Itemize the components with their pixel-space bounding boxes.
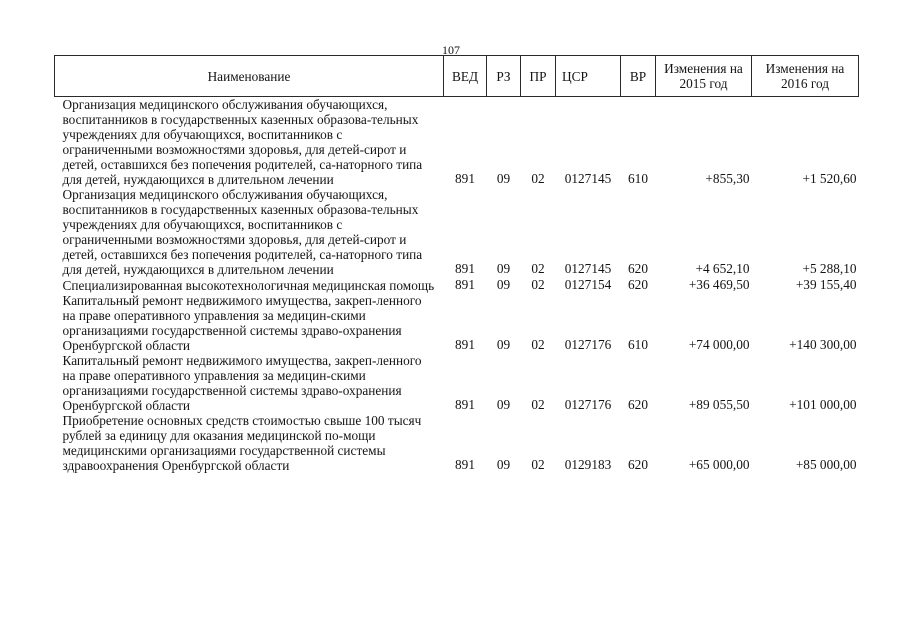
row-csr: 0127145 <box>564 261 612 276</box>
row-name: Капитальный ремонт недвижимого имущества, закреп-ленного на праве оперативного управления за медицин-скими организациями государственной системы здраво-охранения Оренбургской области <box>62 293 422 353</box>
row-csr: 0127145 <box>564 171 612 186</box>
row-pr: 02 <box>531 277 545 292</box>
row-change-2015: +36 469,50 <box>688 277 750 292</box>
row-change-2016: +85 000,00 <box>795 457 857 472</box>
row-ved: 891 <box>455 171 475 186</box>
row-ved: 891 <box>455 261 475 276</box>
row-ved: 891 <box>455 337 475 352</box>
row-change-2015: +89 055,50 <box>688 397 750 412</box>
row-csr: 0127176 <box>564 337 612 352</box>
row-vr: 610 <box>628 171 648 186</box>
table-row <box>55 413 859 473</box>
row-vr: 620 <box>628 457 648 472</box>
row-csr: 0129183 <box>564 457 612 472</box>
row-change-2015: +65 000,00 <box>688 457 750 472</box>
row-pr: 02 <box>531 337 545 352</box>
row-pr: 02 <box>531 457 545 472</box>
row-vr: 620 <box>628 261 648 276</box>
row-rz: 09 <box>496 457 511 472</box>
header-change-2015: Изменения на 2015 год <box>656 56 752 97</box>
row-change-2015: +4 652,10 <box>695 261 750 276</box>
row-pr: 02 <box>531 397 545 412</box>
row-vr: 620 <box>628 397 648 412</box>
row-change-2016: +39 155,40 <box>795 277 857 292</box>
row-change-2015: +74 000,00 <box>688 337 750 352</box>
header-ved: ВЕД <box>444 56 487 97</box>
table-row <box>55 97 859 188</box>
table-row <box>55 277 859 293</box>
row-change-2015: +855,30 <box>705 171 750 186</box>
header-change-2016: Изменения на 2016 год <box>752 56 859 97</box>
row-name: Капитальный ремонт недвижимого имущества, закреп-ленного на праве оперативного управления за медицин-скими организациями государственной системы здраво-охранения Оренбургской области <box>62 353 422 413</box>
row-name: Специализированная высокотехнологичная медицинская помощь <box>62 278 435 293</box>
header-name: Наименование <box>55 56 444 97</box>
header-vr: ВР <box>621 56 656 97</box>
row-change-2016: +1 520,60 <box>802 171 857 186</box>
table-row <box>55 353 859 413</box>
row-ved: 891 <box>455 277 475 292</box>
row-pr: 02 <box>531 261 545 276</box>
table-row <box>55 293 859 353</box>
row-csr: 0127154 <box>564 277 612 292</box>
row-name: Организация медицинского обслуживания обучающихся, воспитанников в государственных казенных образова-тельных учреждениях для обучающихся, воспитанников с ограниченными возможностями здоровья, для детей-сирот и детей, оставшихся без попечения родителей, са-наторного типа для детей, нуждающихся в длительном лечении <box>62 187 423 277</box>
row-rz: 09 <box>496 397 511 412</box>
row-name: Организация медицинского обслуживания обучающихся, воспитанников в государственных казенных образова-тельных учреждениях для обучающихся, воспитанников с ограниченными возможностями здоровья, для детей-сирот и детей, оставшихся без попечения родителей, са-наторного типа для детей, нуждающихся в длительном лечении <box>62 97 423 187</box>
row-vr: 610 <box>628 337 648 352</box>
row-ved: 891 <box>455 457 475 472</box>
budget-table <box>54 55 859 473</box>
row-name: Приобретение основных средств стоимостью свыше 100 тысяч рублей за единицу для оказания медицинской по-мощи медицинскими организациями государственной системы здравоохранения Оренбургской области <box>62 413 422 473</box>
header-pr: ПР <box>521 56 556 97</box>
row-ved: 891 <box>455 397 475 412</box>
row-vr: 620 <box>628 277 648 292</box>
header-rz: РЗ <box>487 56 521 97</box>
row-rz: 09 <box>496 277 511 292</box>
row-change-2016: +5 288,10 <box>802 261 857 276</box>
page-number: 107 <box>442 43 460 57</box>
header-csr: ЦСР <box>556 56 621 97</box>
row-pr: 02 <box>531 171 545 186</box>
row-rz: 09 <box>496 261 511 276</box>
row-change-2016: +140 300,00 <box>789 337 857 352</box>
row-rz: 09 <box>496 337 511 352</box>
row-csr: 0127176 <box>564 397 612 412</box>
table-row <box>55 187 859 277</box>
row-change-2016: +101 000,00 <box>789 397 857 412</box>
row-rz: 09 <box>496 171 511 186</box>
table-header-row <box>55 56 859 97</box>
